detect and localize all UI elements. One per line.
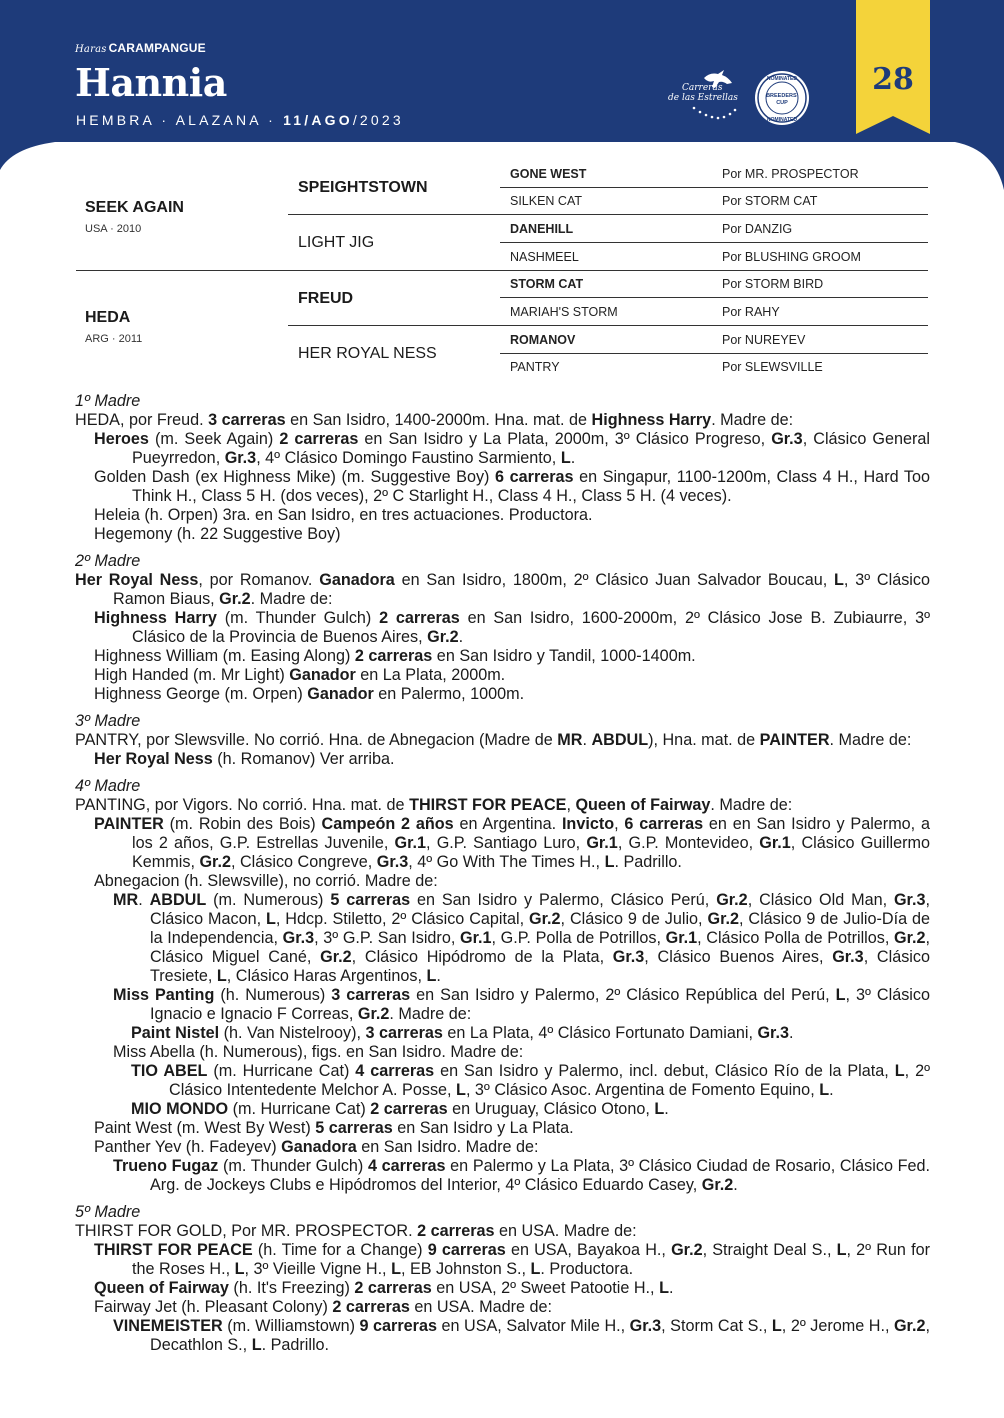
text: , G.P. Polla de Potrillos, [491,929,666,947]
produce-entry [75,815,930,872]
bold-text: L [216,967,227,985]
dam-section-title: 3º Madre [75,712,141,730]
haras-name: Haras CARAMPANGUE [75,41,206,55]
text: en San Isidro y Palermo, 2º Clásico República del Perú, [410,986,836,1004]
bold-text: Ganador [307,685,374,703]
bold-text: Gr.2 [716,891,748,909]
bold-text: Paint Nistel [131,1024,220,1042]
pedigree-divider [500,187,928,188]
svg-text:BREEDERS': BREEDERS' [766,93,798,99]
text: en Argentina. [453,815,562,833]
produce-entry [75,685,930,704]
text: en San Isidro, 1600-2000m, 2º Clásico Jose B. Zubiaurre, 3º Clásico de la Provincia de Buenos Aires, [132,609,930,646]
text: . [582,731,592,749]
text: ), Hna. mat. de [648,731,760,749]
bold-text: Gr.2 [529,910,561,928]
bold-text: 3 carreras [331,986,411,1004]
bold-text: 2 carreras [417,1222,495,1240]
text: . Padrillo. [261,1336,330,1354]
bold-text: 2 carreras [354,1279,432,1297]
produce-entry [75,1062,930,1100]
bold-text: Gr.2 [893,1317,926,1335]
bold-text: L [659,1279,669,1297]
bold-text: Gr.3 [612,948,645,966]
bold-text: Gr.1 [394,834,427,852]
bold-text: MR [557,731,583,749]
great-grandparent: MARIAH'S STORM [510,305,618,319]
text: , Storm Cat S., [661,1317,772,1335]
produce-entry [75,525,930,544]
bold-text: PAINTER [94,815,164,833]
produce-entry [75,1043,930,1062]
horse-details: HEMBRA · ALAZANA · 11/AGO/2023 [76,112,404,128]
bold-text: L [530,1260,541,1278]
text: en San Isidro y La Plata. [392,1119,574,1137]
bold-text: Gr.1 [586,834,618,852]
bold-text: Highness Harry [591,411,712,429]
bold-text: Miss Panting [113,986,215,1004]
svg-text:NOMINATED: NOMINATED [767,117,797,123]
text: , [614,815,625,833]
bold-text: Gr.3 [893,891,926,909]
text: , 3º Clásico Ignacio e Ignacio F Correas, [150,986,930,1023]
svg-text:Carreras: Carreras [682,83,723,93]
text: (h. Van Nistelrooy), [219,1024,366,1042]
bold-text: Highness Harry [94,609,217,627]
bold-text: L [456,1081,466,1099]
bold-text: Queen of Fairway [94,1279,229,1297]
dam-section-title: 4º Madre [75,777,141,795]
bold-text: Trueno Fugaz [113,1157,219,1175]
text: , Clásico Miguel Cané, [150,929,931,966]
text: , Hdcp. Stiletto, 2º Clásico Capital, [275,910,530,928]
bold-text: Ganadora [281,1138,357,1156]
text: en Singapur, 1100-1200m, Class 4 H., Hard Too Think H., Class 5 H. (dos veces), 2º C Starlight H., Class 4 H., Class 5 H. (4 veces). [132,468,930,505]
text: (m. Numerous) [206,891,331,909]
carreras-estrellas-logo [660,66,742,128]
text: , por Romanov. [198,571,320,589]
pedigree-divider [500,353,928,354]
text: , 3º Clásico Asoc. Argentina de Fomento Equino, [465,1081,820,1099]
dam-entry [75,731,930,750]
bold-text: L [604,853,615,871]
text: (h. Romanov) Ver arriba. [212,750,395,768]
great-grandparent: ROMANOV [510,333,576,347]
text: en La Plata, 2000m. [355,666,506,684]
pedigree-table [76,160,928,382]
text: en San Isidro. Madre de: [356,1138,539,1156]
text: , [566,796,576,814]
bold-text: Gr.2 [894,929,926,947]
text: en USA, Bayakoa H., [505,1241,672,1259]
great-grandparent-sire: Por BLUSHING GROOM [722,250,861,264]
bold-text: MR [113,891,139,909]
text: Highness George (m. Orpen) [94,685,308,703]
dam-entry [75,571,930,609]
great-grandparent-sire: Por RAHY [722,305,780,319]
pedigree-divider [500,297,928,298]
great-grandparent-sire: Por STORM CAT [722,194,818,208]
text: HEDA, por Freud. [75,411,209,429]
text: . [829,1081,834,1099]
text: Highness William (m. Easing Along) [94,647,355,665]
produce-entry [75,430,930,468]
bold-text: L [835,986,846,1004]
text: , Clásico Tresiete, [150,948,930,985]
bold-text: MIO MONDO [131,1100,229,1118]
dam-entry [75,411,930,430]
bold-text: L [654,1100,665,1118]
text: Panther Yev (h. Fadeyev) [94,1138,282,1156]
great-grandparent: PANTRY [510,360,560,374]
dam-entry [75,1222,930,1241]
text: PANTRY, por Slewsville. No corrió. Hna. de Abnegacion (Madre de [75,731,558,749]
produce-entry [75,468,930,506]
bold-text: Gr.2 [357,1005,390,1023]
text: . [788,1024,794,1042]
produce-entry [75,1100,930,1119]
pedigree-divider [288,325,928,326]
bold-text: 6 carreras [495,468,574,486]
dam-section-title: 5º Madre [75,1203,141,1221]
text: Miss Abella (h. Numerous), figs. en San Isidro. Madre de: [113,1043,524,1061]
breeders-cup-seal [754,70,810,126]
bold-text: L [771,1317,782,1335]
text: . [436,967,441,985]
text: en San Isidro, 1400-2000m. Hna. mat. de [285,411,592,429]
text: , G.P. Santiago Luro, [426,834,587,852]
bold-text: Gr.1 [759,834,791,852]
text: (m. Robin des Bois) [163,815,322,833]
text: , Decathlon S., [150,1317,930,1354]
text: Golden Dash (ex Highness Mike) (m. Suggestive Boy) [94,468,496,486]
bold-text: 2 carreras [354,647,433,665]
text: en USA. Madre de: [409,1298,553,1316]
text: , 3º Clásico Ramon Biaus, [113,571,930,608]
text: , Straight Deal S., [702,1241,837,1259]
grandparent: HER ROYAL NESS [298,345,437,362]
bold-text: THIRST FOR PEACE [409,796,567,814]
text: (m. Thunder Gulch) [218,1157,368,1175]
bold-text: L [819,1081,830,1099]
bold-text: 5 carreras [330,891,411,909]
text: . [733,1176,738,1194]
bold-text: Gr.2 [701,1176,734,1194]
produce-entry [75,666,930,685]
text: en Palermo, 1000m. [373,685,525,703]
text: , 3º G.P. San Isidro, [314,929,460,947]
bold-text: PAINTER [759,731,830,749]
bold-text: Gr.2 [199,853,231,871]
text: , Clásico Guillermo Kemmis, [132,834,930,871]
lot-number: 28 [872,62,914,97]
text: , Clásico Hipódromo de la Plata, [351,948,613,966]
produce-entry [75,872,930,891]
bold-text: 2 carreras [379,609,460,627]
text: en USA. Madre de: [494,1222,637,1240]
text: . [570,449,576,467]
produce-entry [75,1279,930,1298]
bold-text: Gr.3 [771,430,803,448]
produce-entry [75,647,930,666]
text: , Clásico Polla de Potrillos, [697,929,895,947]
bold-text: L [894,1062,905,1080]
produce-entry [75,1119,930,1138]
text: . [458,628,464,646]
bold-text: L [251,1336,262,1354]
svg-text:NOMINATED: NOMINATED [767,76,797,82]
text: en Palermo y La Plata, 3º Clásico Ciudad de Rosario, Clásico Fed. Arg. de Jockeys Clubs e Hipódromos del Interior, 4º Clásico Eduardo Casey, [150,1157,930,1194]
bold-text: 9 carreras [427,1241,506,1259]
bold-text: Her Royal Ness [94,750,213,768]
svg-text:de las Estrellas: de las Estrellas [668,93,738,103]
bold-text: Gr.1 [459,929,492,947]
text: , 2º Jerome H., [781,1317,894,1335]
bold-text: 2 carreras [279,430,359,448]
produce-entry [75,1024,930,1043]
produce-entry [75,1157,930,1195]
dam-section-title: 2º Madre [75,552,141,570]
text: , Clásico Congreve, [230,853,377,871]
maternal-family [75,392,930,1355]
text: (h. It's Freezing) [228,1279,355,1297]
text: , Clásico Haras Argentinos, [226,967,427,985]
great-grandparent: STORM CAT [510,277,584,291]
bold-text: Campeón 2 años [321,815,454,833]
text: . Madre de: [250,590,333,608]
bold-text: L [391,1260,401,1278]
pedigree-divider [288,214,928,215]
text: , 2º Run for the Roses H., [132,1241,930,1278]
text: en en San Isidro y Palermo, a los 2 años, G.P. Estrellas Juvenile, [132,815,930,852]
text: en Uruguay, Clásico Otono, [447,1100,655,1118]
bold-text: 5 carreras [315,1119,393,1137]
bold-text: THIRST FOR PEACE [94,1241,253,1259]
bold-text: L [560,449,571,467]
grandparent: FREUD [298,290,354,307]
bold-text: 6 carreras [624,815,704,833]
text: Hegemony (h. 22 Suggestive Boy) [94,525,341,543]
text: , 3º Vieille Vigne H., [244,1260,392,1278]
text: . [664,1100,669,1118]
bold-text: Ganadora [319,571,395,589]
text: en San Isidro y Tandil, 1000-1400m. [432,647,696,665]
bold-text: 4 carreras [355,1062,435,1080]
text: en San Isidro y Palermo, incl. debut, Clásico Río de la Plata, [434,1062,895,1080]
text: en La Plata, 4º Clásico Fortunato Damiani, [442,1024,758,1042]
great-grandparent-sire: Por DANZIG [722,222,793,236]
text: . Madre de: [829,731,912,749]
bold-text: Ganador [289,666,356,684]
produce-entry [75,750,930,769]
dam-name: HEDA [85,309,131,326]
produce-entry [75,1317,930,1355]
bold-text: Gr.2 [320,948,352,966]
text: (m. Seek Again) [148,430,280,448]
produce-entry [75,1298,930,1317]
produce-entry [75,1241,930,1279]
text: , 4º Clásico Domingo Faustino Sarmiento, [256,449,561,467]
bold-text: VINEMEISTER [113,1317,223,1335]
bold-text: L [836,1241,847,1259]
text: . [138,891,150,909]
sire-info: USA · 2010 [85,223,142,235]
bold-text: 2 carreras [370,1100,448,1118]
dam-section-title: 1º Madre [75,392,141,410]
text: en San Isidro y La Plata, 2000m, 3º Clásico Progreso, [358,430,772,448]
bold-text: Gr.3 [224,449,257,467]
bold-text: Gr.3 [757,1024,789,1042]
bold-text: Invicto [561,815,615,833]
bold-text: 4 carreras [367,1157,446,1175]
text: en San Isidro, 1800m, 2º Clásico Juan Salvador Boucau, [394,571,835,589]
bold-text: Gr.3 [282,929,315,947]
bold-text: 9 carreras [359,1317,437,1335]
great-grandparent-sire: Por STORM BIRD [722,277,824,291]
grandparent: LIGHT JIG [298,234,375,251]
text: . Madre de: [710,796,793,814]
text: . Madre de: [711,411,794,429]
text: (h. Numerous) [214,986,332,1004]
text: Heleia (h. Orpen) 3ra. en San Isidro, en tres actuaciones. Productora. [94,506,593,524]
text: THIRST FOR GOLD, Por MR. PROSPECTOR. [75,1222,418,1240]
text: (m. Hurricane Cat) [228,1100,371,1118]
produce-entry [75,891,930,986]
text: (m. Hurricane Cat) [207,1062,356,1080]
bold-text: TIO ABEL [131,1062,208,1080]
text: , 4º Go With The Times H., [408,853,605,871]
great-grandparent: GONE WEST [510,167,587,181]
text: (m. Thunder Gulch) [216,609,380,627]
text: en San Isidro y Palermo, Clásico Perú, [410,891,717,909]
bold-text: L [234,1260,245,1278]
pedigree-divider [76,270,928,271]
svg-text:CUP: CUP [776,100,788,106]
text: . Productora. [540,1260,634,1278]
bold-text: 2 carreras [332,1298,410,1316]
text: , G.P. Montevideo, [617,834,760,852]
bold-text: Gr.2 [427,628,459,646]
bold-text: Gr.3 [629,1317,662,1335]
bold-text: L [834,571,844,589]
text: Abnegacion (h. Slewsville), no corrió. Madre de: [94,872,438,890]
bold-text: Gr.2 [671,1241,703,1259]
bold-text: Gr.2 [219,590,251,608]
bold-text: Gr.3 [376,853,409,871]
text: , Clásico 9 de Julio-Día de la Independencia, [150,910,931,947]
text: PANTING, por Vigors. No corrió. Hna. mat. de [75,796,410,814]
text: Fairway Jet (h. Pleasant Colony) [94,1298,333,1316]
great-grandparent-sire: Por MR. PROSPECTOR [722,167,859,181]
produce-entry [75,609,930,647]
grandparent: SPEIGHTSTOWN [298,179,428,196]
bold-text: ABDUL [591,731,649,749]
bold-text: L [426,967,437,985]
text: Paint West (m. West By West) [94,1119,316,1137]
text: , EB Johnston S., [400,1260,531,1278]
bold-text: 3 carreras [365,1024,443,1042]
bold-text: Gr.3 [832,948,864,966]
bold-text: ABDUL [149,891,207,909]
great-grandparent: DANEHILL [510,222,574,236]
bold-text: Gr.2 [707,910,739,928]
dam-info: ARG · 2011 [85,333,143,345]
bold-text: 3 carreras [208,411,286,429]
bold-text: Her Royal Ness [75,571,199,589]
bold-text: Queen of Fairway [575,796,711,814]
text: , Clásico Macon, [150,891,930,928]
text: , Clásico General Pueyrredon, [132,430,930,467]
great-grandparent: SILKEN CAT [510,194,583,208]
text: en USA, Salvator Mile H., [436,1317,630,1335]
great-grandparent: NASHMEEL [510,250,579,264]
text: , Clásico Old Man, [747,891,894,909]
produce-entry [75,986,930,1024]
produce-entry [75,1138,930,1157]
text: en USA, 2º Sweet Patootie H., [431,1279,660,1297]
bold-text: Heroes [94,430,149,448]
text: . [668,1279,674,1297]
bold-text: Gr.1 [665,929,698,947]
text: (h. Time for a Change) [252,1241,428,1259]
bold-text: L [266,910,276,928]
sire-name: SEEK AGAIN [85,199,184,216]
produce-entry [75,506,930,525]
text: High Handed (m. Mr Light) [94,666,290,684]
great-grandparent-sire: Por SLEWSVILLE [722,360,823,374]
text: . Madre de: [389,1005,472,1023]
text: . Padrillo. [614,853,682,871]
text: , Clásico 9 de Julio, [560,910,708,928]
text: , 2º Clásico Intentedente Melchor A. Posse, [169,1062,930,1099]
great-grandparent-sire: Por NUREYEV [722,333,806,347]
text: (m. Williamstown) [222,1317,360,1335]
horse-name: Hannia [75,60,227,105]
pedigree-divider [500,242,928,243]
text: , Clásico Buenos Aires, [644,948,833,966]
dam-entry [75,796,930,815]
